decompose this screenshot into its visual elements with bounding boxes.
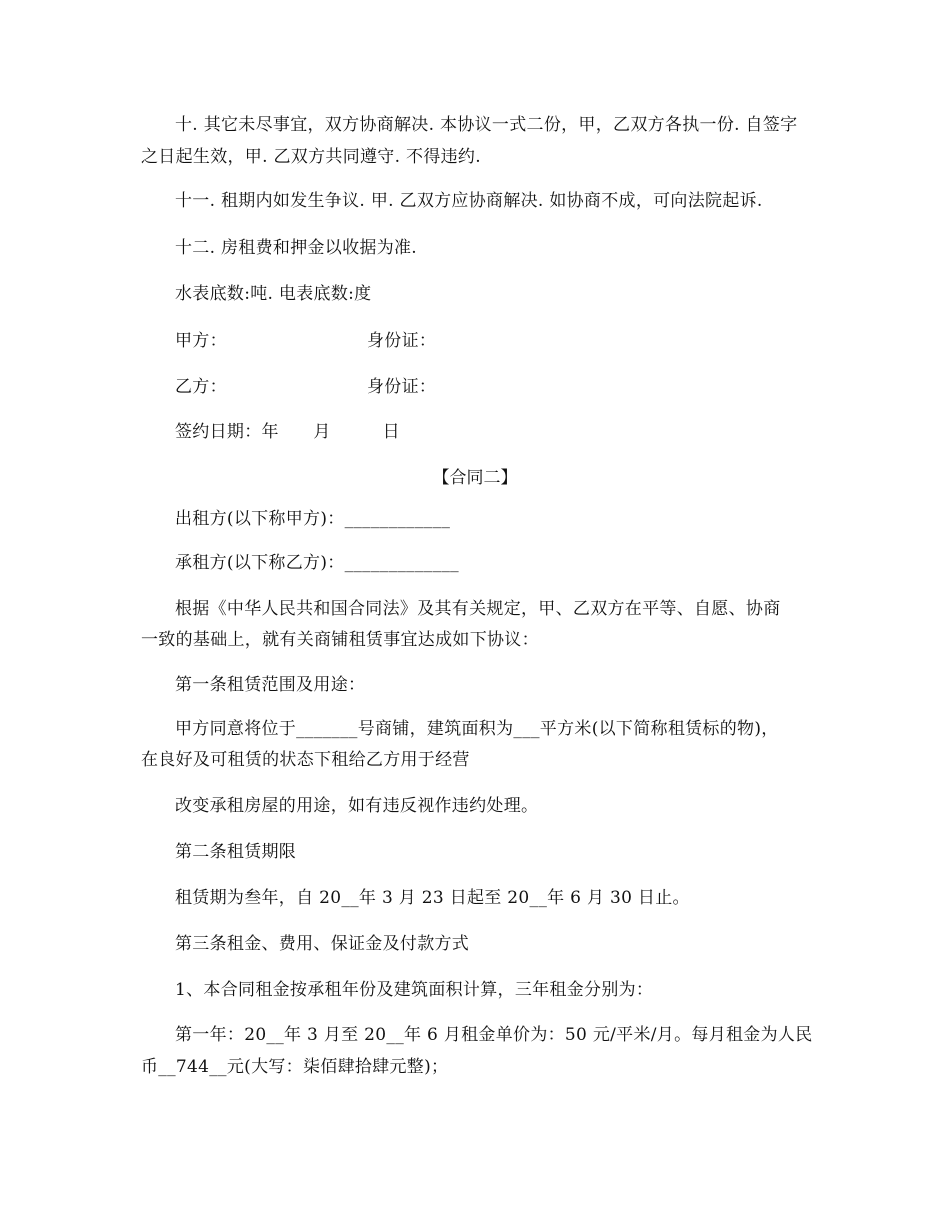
article-2-term: 租赁期为叁年，自 20__年 3 月 23 日起至 20__年 6 月 30 日止。 <box>175 888 690 908</box>
article-1-title: 第一条租赁范围及用途： <box>175 675 366 695</box>
clause-10-line-1: 十. 其它未尽事宜，双方协商解决. 本协议一式二份，甲，乙双方各执一份. 自签字 <box>175 115 798 135</box>
basis-line-1: 根据《中华人民共和国合同法》及其有关规定，甲、乙双方在平等、自愿、协商 <box>175 599 781 619</box>
party-a-label: 甲方： <box>175 331 227 351</box>
party-b-id-label: 身份证： <box>367 377 437 397</box>
clause-10-line-2: 之日起生效，甲. 乙双方共同遵守. 不得违约. <box>141 147 481 167</box>
article-3-title: 第三条租金、费用、保证金及付款方式 <box>175 934 470 954</box>
lessee-line: 承租方(以下称乙方)：_____________ <box>175 553 459 573</box>
article-1-line-1: 甲方同意将位于_______号商铺，建筑面积为___平方米(以下简称租赁标的物)， <box>175 719 779 739</box>
clause-12: 十二. 房租费和押金以收据为准. <box>175 238 418 258</box>
article-3-year-1-line-2: 币__744__元(大写：柒佰肆拾肆元整)； <box>141 1057 449 1077</box>
article-3-year-1-line-1: 第一年：20__年 3 月至 20__年 6 月租金单价为：50 元/平米/月。每月租金为人民 <box>175 1025 813 1045</box>
clause-11: 十一. 租期内如发生争议. 甲. 乙双方应协商解决. 如协商不成，可向法院起诉. <box>175 191 763 211</box>
article-3-item-1: 1、本合同租金按承租年份及建筑面积计算，三年租金分别为： <box>175 980 654 1000</box>
lessor-line: 出租方(以下称甲方)：____________ <box>175 509 451 529</box>
party-a-id-label: 身份证： <box>367 331 437 351</box>
contract-two-title: 【合同二】 <box>432 468 518 488</box>
signing-date: 签约日期：年 月 日 <box>175 422 400 442</box>
article-1-line-3: 改变承租房屋的用途，如有违反视作违约处理。 <box>175 796 539 816</box>
party-b-label: 乙方： <box>175 377 227 397</box>
basis-line-2: 一致的基础上，就有关商铺租赁事宜达成如下协议： <box>141 630 539 650</box>
article-1-line-2: 在良好及可租赁的状态下租给乙方用于经营 <box>141 750 470 770</box>
meter-readings: 水表底数:吨. 电表底数:度 <box>175 284 372 304</box>
article-2-title: 第二条租赁期限 <box>175 842 297 862</box>
